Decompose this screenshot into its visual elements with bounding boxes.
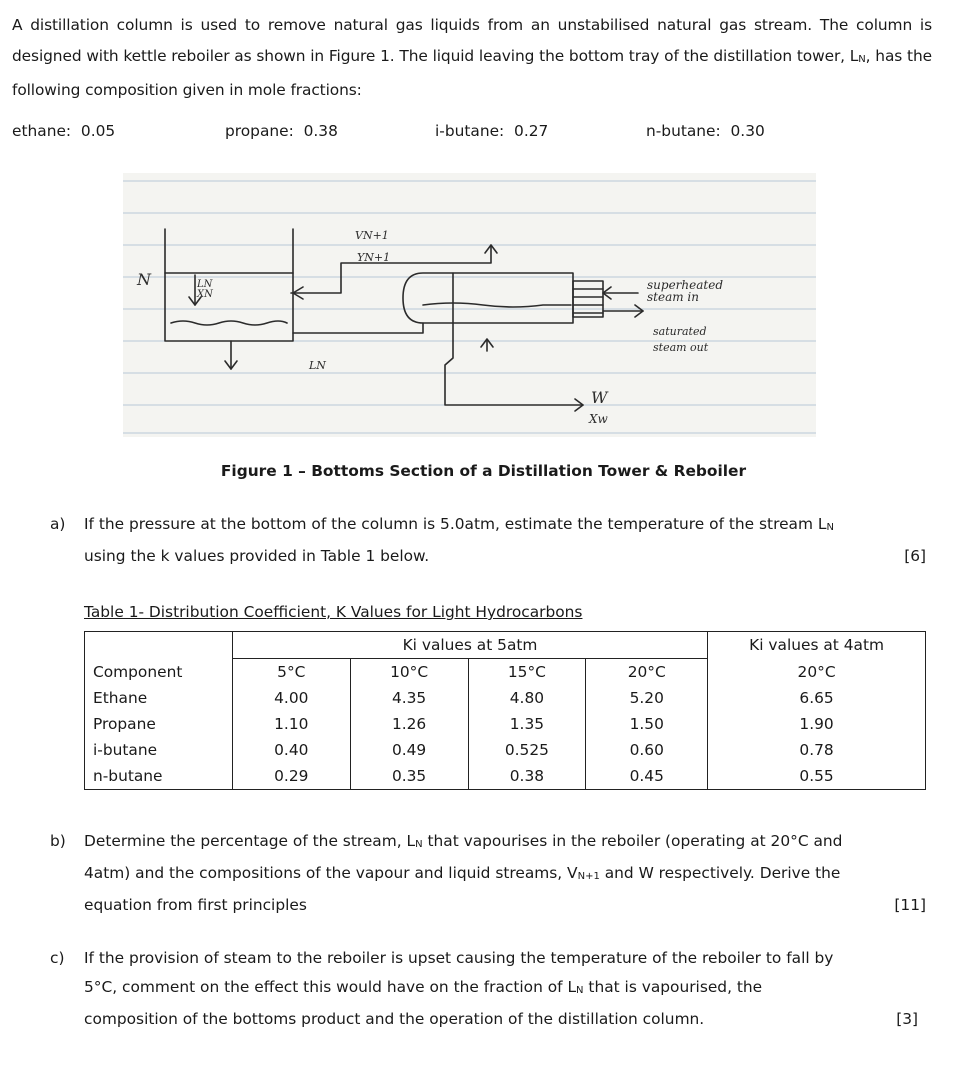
column-walls: [165, 229, 293, 341]
group-4atm: Ki values at 4atm: [708, 632, 926, 659]
reboiler-shell: [403, 273, 573, 323]
question-c-line2: 5°C, comment on the effect this would have on the fraction of $L_N$ that is vapourised, the: [84, 978, 763, 996]
question-b-mark: [11]: [894, 896, 926, 914]
figure-caption: Figure 1 – Bottoms Section of a Distillation Tower & Reboiler: [220, 462, 747, 480]
table-group-header-row: [85, 632, 926, 659]
composition-propane: propane: 0.38: [225, 122, 338, 140]
label-xw: Xw: [589, 412, 608, 426]
question-b: [50, 827, 926, 917]
sketch-svg: [123, 173, 816, 437]
question-a-letter: a): [50, 515, 66, 533]
intro-subscript: N: [858, 54, 866, 65]
question-b-line2: 4atm) and the compositions of the vapour and liquid streams, $V_{N+1}$ and W respectively. Derive the: [84, 864, 841, 882]
table-row: Ethane 4.00 4.35 4.80 5.20 6.65: [85, 685, 926, 711]
question-c-line1: If the provision of steam to the reboiler is upset causing the temperature of the reboiler to fall by: [84, 949, 834, 967]
table-caption: Table 1- Distribution Coefficient, K Values for Light Hydrocarbons: [84, 603, 583, 621]
question-c: [50, 944, 926, 1034]
question-a: [50, 510, 926, 570]
table-row: i-butane 0.40 0.49 0.525 0.60 0.78: [85, 737, 926, 763]
question-c-line3: composition of the bottoms product and the operation of the distillation column. [3]: [84, 1005, 926, 1034]
label-ln-bottom: LN: [309, 359, 326, 372]
label-steam-out-2: steam out: [653, 341, 709, 354]
question-b-line1: Determine the percentage of the stream, $L_N$ that vapourises in the reboiler (operating at 20°C and: [84, 832, 843, 850]
intro-paragraph: [12, 10, 932, 106]
intro-text: A distillation column is used to remove natural gas liquids from an unstabilised natural gas stream. The column is designed with kettle reboiler as shown in Figure 1. The liquid leaving the bottom tray of the distillation tower, L: [12, 16, 932, 65]
composition-ethane: ethane: 0.05: [12, 122, 116, 140]
question-c-letter: c): [50, 949, 65, 967]
figure-distillation-sketch: [123, 173, 816, 437]
label-n: N: [137, 270, 151, 289]
question-b-line3: equation from first principles [11]: [84, 891, 926, 920]
table-row: Propane 1.10 1.26 1.35 1.50 1.90: [85, 711, 926, 737]
liquid-level: [171, 321, 287, 325]
label-steam-in-2: steam in: [647, 290, 699, 304]
table-header-row: Component 5°C 10°C 15°C 20°C 20°C: [85, 659, 926, 686]
reboiler-liquid: [423, 303, 571, 307]
label-steam-out-1: saturated: [653, 325, 707, 338]
label-ln-top: LN: [197, 279, 213, 290]
table-row: n-butane 0.29 0.35 0.38 0.45 0.55: [85, 763, 926, 790]
label-w: W: [591, 388, 608, 407]
label-vn1: VN+1: [355, 229, 389, 242]
k-values-table: [84, 631, 926, 790]
label-steam-in-1: superheated: [647, 278, 723, 292]
question-b-letter: b): [50, 832, 66, 850]
label-yn1: YN+1: [357, 251, 391, 264]
composition-n-butane: n-butane: 0.30: [646, 122, 765, 140]
paper-lines: [123, 181, 816, 433]
question-a-mark: [6]: [904, 547, 926, 565]
label-xn: XN: [197, 289, 213, 300]
group-5atm: Ki values at 5atm: [232, 632, 707, 659]
question-a-line2: using the k values provided in Table 1 below. [6]: [84, 542, 926, 571]
question-a-line1: If the pressure at the bottom of the column is 5.0atm, estimate the temperature of the stream $L_N$: [84, 515, 834, 533]
composition-i-butane: i-butane: 0.27: [435, 122, 549, 140]
intro-text-end: , has the following composition given in mole fractions:: [12, 47, 932, 99]
question-c-mark: [3]: [896, 1010, 918, 1028]
